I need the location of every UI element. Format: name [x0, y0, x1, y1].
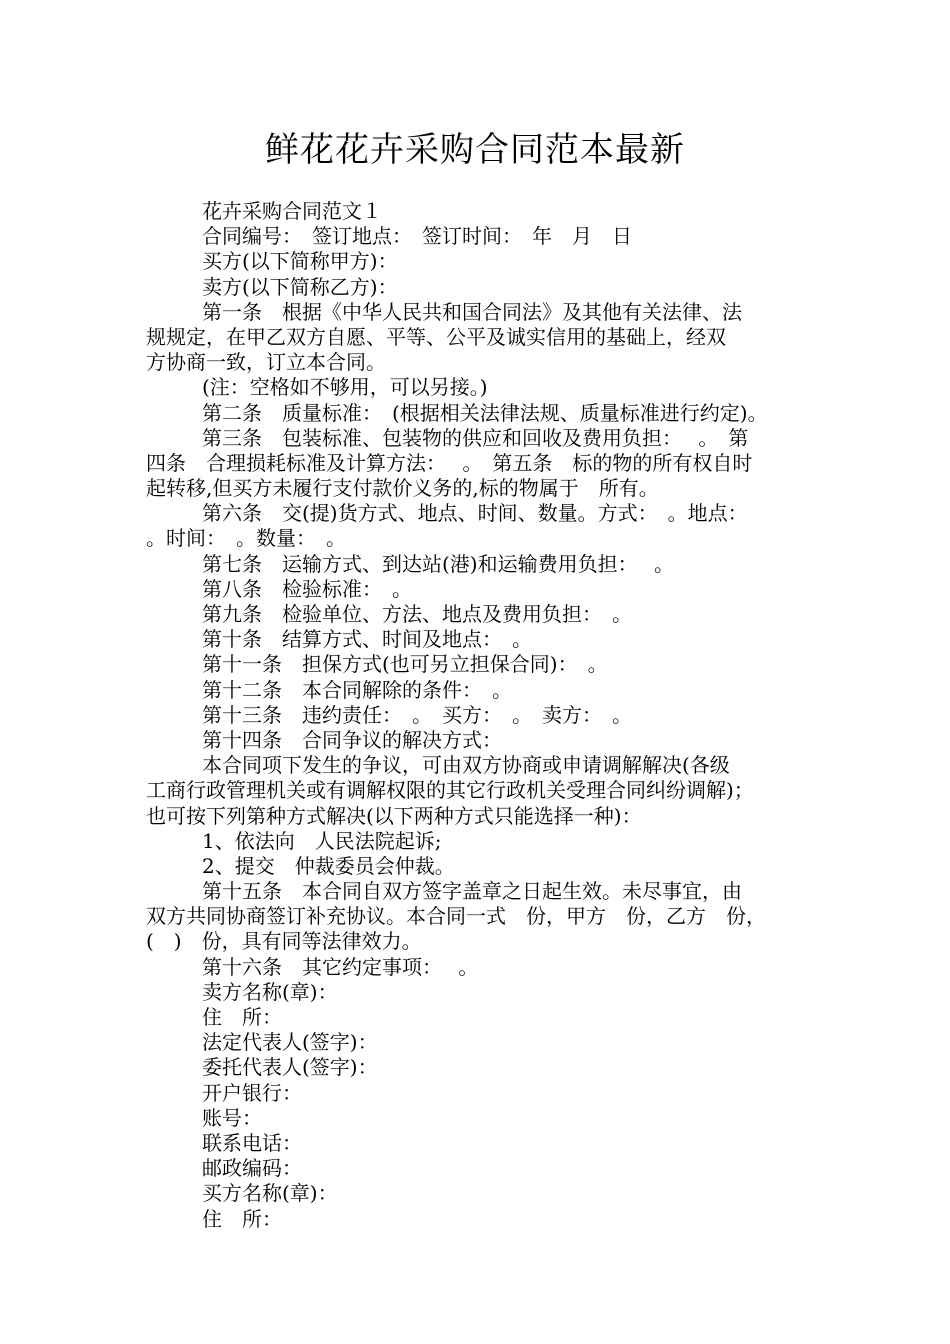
body-line: 住 所：: [202, 1206, 282, 1231]
document-body: [146, 199, 826, 1232]
body-line: 第十三条 违约责任： 。 买方： 。 卖方： 。: [202, 702, 632, 727]
body-line: (注：空格如不够用，可以另接。): [202, 375, 488, 400]
body-line: 工商行政管理机关或有调解权限的其它行政机关受理合同纠纷调解)；: [146, 778, 754, 803]
body-line: 起转移,但买方未履行支付款价义务的,标的物属于 所有。: [146, 476, 659, 501]
body-line: 第二条 质量标准： (根据相关法律法规、质量标准进行约定)。: [202, 400, 768, 425]
body-line: 花卉采购合同范文１: [202, 199, 382, 223]
body-line: 第十五条 本合同自双方签字盖章之日起生效。未尽事宜，由: [202, 879, 742, 904]
body-line: 第十四条 合同争议的解决方式：: [202, 727, 502, 752]
body-line: 第九条 检验单位、方法、地点及费用负担： 。: [202, 602, 632, 626]
body-line: 第一条 根据《中华人民共和国合同法》及其他有关法律、法: [202, 299, 742, 324]
body-line: 第七条 运输方式、到达站(港)和运输费用负担： 。: [202, 551, 674, 576]
body-line: 也可按下列第种方式解决(以下两种方式只能选择一种)：: [146, 803, 642, 828]
body-line: 卖方(以下简称乙方)：: [202, 274, 398, 299]
body-line: 第三条 包装标准、包装物的供应和回收及费用负担： 。 第: [202, 425, 749, 450]
body-line: 邮政编码：: [202, 1156, 302, 1181]
body-line: 双方共同协商签订补充协议。本合同一式 份，甲方 份，乙方 份，: [146, 904, 766, 929]
body-line: 法定代表人(签字)：: [202, 1030, 378, 1055]
body-line: 第八条 检验标准： 。: [202, 576, 412, 601]
body-line: 联系电话：: [202, 1130, 302, 1155]
body-line: 委托代表人(签字)：: [202, 1055, 378, 1080]
body-line: 规规定，在甲乙双方自愿、平等、公平及诚实信用的基础上，经双: [146, 324, 726, 349]
body-line: 方协商一致，订立本合同。: [146, 350, 386, 375]
body-line: 第十一条 担保方式(也可另立担保合同)： 。: [202, 652, 608, 677]
body-line: 开户银行：: [202, 1080, 302, 1105]
body-line: ( ) 份，具有同等法律效力。: [146, 929, 422, 954]
body-line: 第十二条 本合同解除的条件： 。: [202, 677, 512, 702]
document-title: 鲜花花卉采购合同范本最新: [265, 130, 685, 170]
body-line: 第十条 结算方式、时间及地点： 。: [202, 627, 532, 652]
body-line: 四条 合理损耗标准及计算方法： 。 第五条 标的物的所有权自时: [146, 450, 753, 475]
body-line: 本合同项下发生的争议，可由双方协商或申请调解解决(各级: [202, 753, 730, 778]
body-line: 第十六条 其它约定事项： 。: [202, 954, 479, 979]
body-line: 2、提交 仲裁委员会仲裁。: [202, 853, 455, 878]
body-line: 合同编号： 签订地点： 签订时间： 年 月 日: [202, 224, 632, 249]
body-line: 买方(以下简称甲方)：: [202, 249, 398, 274]
body-line: 买方名称(章)：: [202, 1181, 338, 1206]
body-line: 。时间： 。数量： 。: [146, 526, 346, 551]
body-line: 账号：: [202, 1105, 262, 1130]
body-line: 第六条 交(提)货方式、地点、时间、数量。方式： 。地点：: [202, 501, 748, 526]
body-line: 1、依法向 人民法院起诉;: [202, 828, 442, 853]
body-line: 住 所：: [202, 1005, 282, 1029]
body-line: 卖方名称(章)：: [202, 979, 338, 1004]
